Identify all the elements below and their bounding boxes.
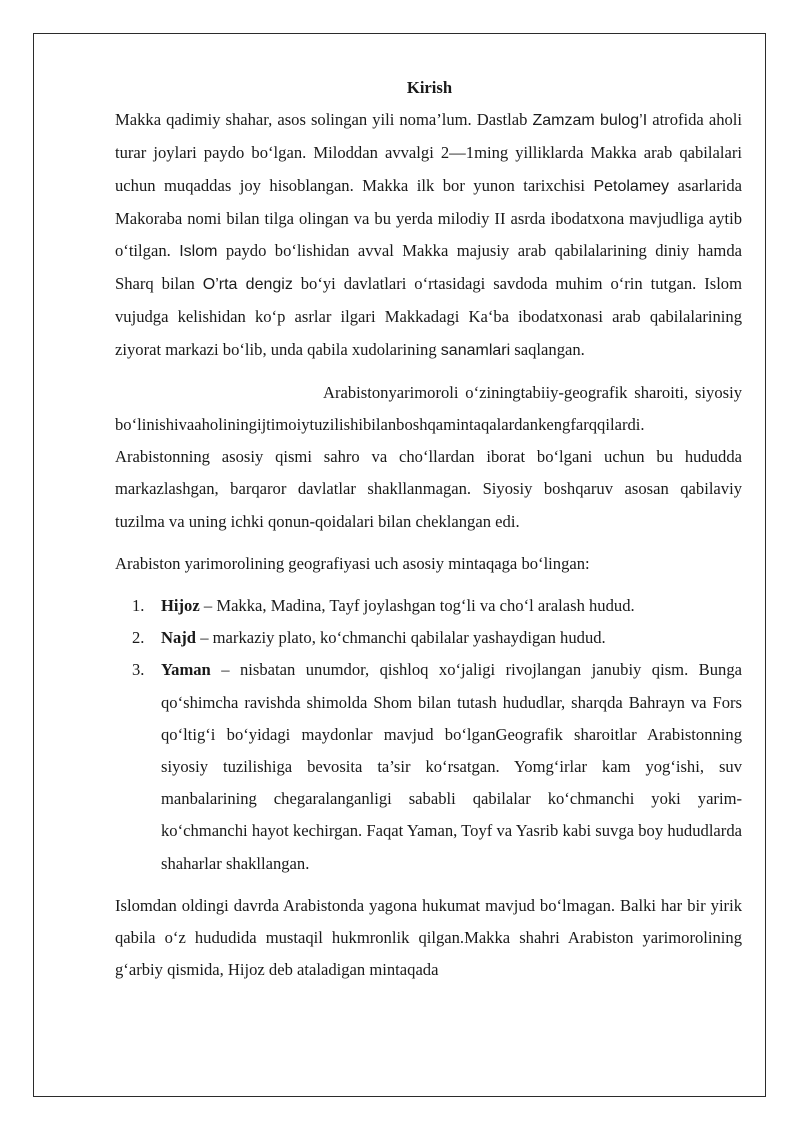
link-orta-dengiz[interactable]: O’rta dengiz [202, 276, 293, 294]
text: Makka qadimiy shahar, asos solingan yili noma’lum. Dastlab [115, 110, 533, 130]
paragraph-intro [115, 104, 742, 367]
list-number: 3. [132, 660, 145, 680]
text: Arabistonyarimoroli o‘ziningtabiiy-geografik sharoiti, siyosiybo‘linishivaaholiningijtimoiytuzilishibilanboshqamintaqalardankengfarqqila [115, 382, 742, 435]
link-sanamlari[interactable]: sanamlari [440, 341, 511, 359]
paragraph-geography [115, 377, 742, 538]
list-number: 2. [132, 628, 145, 648]
list-item [132, 590, 742, 622]
paragraph-regions-intro: Arabiston yarimorolining geografiyasi uch asosiy mintaqaga bo‘lingan: [115, 553, 590, 573]
document-body [115, 72, 742, 986]
text: paydo bo‘lishidan avval Makka majusiy arab qabilalarining diniy hamda Sharq bilan [115, 241, 742, 294]
region-name: Hijoz [161, 596, 200, 616]
text: asarlarida Makoraba nomi bilan tilga olingan va bu yerda milodiy II asrda ibodatxona mavjudliga aytib o‘tilgan. [115, 175, 742, 261]
region-name: Yaman [161, 660, 211, 680]
paragraph-pre-islam: Islomdan oldingi davrda Arabistonda yagona hukumat mavjud bo‘lmagan. Balki har bir yirik qabila o‘z hududida mustaqil hukmronlik qilgan.Makka shahri Arabiston yarimorolining g‘arbiy qismida, Hijoz deb ataladigan mintaqada [115, 895, 742, 980]
text: bo‘yi davlatlari o‘rtasidagi savdoda muhim o‘rin tutgan. Islom vujudga kelishidan ko‘p asrlar ilgari Makkadagi Ka‘ba ibodatxonasi arab qabilalarining ziyorat markazi bo‘lib, unda qabila xudolarining [115, 274, 743, 359]
text: saqlangan. [510, 339, 585, 359]
list-item [132, 654, 742, 879]
text: rdi. Arabistonning asosiy qismi sahro va cho‘llardan iborat bo‘lgani uchun bu hududda markazlashgan, barqaror davlatlar shakllanmagan. Siyosiy boshqaruv asosan qabilaviy tuzilma va uning ichki qonun-qoidalari bilan cheklangan edi. [115, 415, 742, 531]
region-name: Najd [161, 628, 197, 648]
link-zamzam[interactable]: Zamzam bulog’I [532, 112, 648, 130]
region-description: – markaziy plato, ko‘chmanchi qabilalar yashaydigan hudud. [196, 628, 606, 648]
link-petolamey[interactable]: Petolamey [593, 177, 670, 195]
list-number: 1. [132, 596, 145, 616]
page-title: Kirish [406, 78, 453, 97]
region-description: – Makka, Madina, Tayf joylashgan tog‘li va cho‘l aralash hudud. [199, 596, 635, 616]
region-description: – nisbatan unumdor, qishloq xo‘jaligi rivojlangan janubiy qism. Bunga qo‘shimcha ravishda shimolda Shom bilan tutash hududlar, sharqda Bahrayn va Fors qo‘ltig‘i bo‘yidagi maydonlar mavjud bo‘lganGeografik sharoitlar Arabistonning siyosiy tuzilishiga bevosita ta’sir ko‘rsatgan. Yomg‘irlar kam yog‘ishi, suv manbalarining chegaralanganligi sababli qabilalar ko‘chmanchi yoki yarim-ko‘chmanchi hayot kechirgan. Faqat Yaman, Toyf va Yasrib kabi suvga boy hududlarda shaharlar shakllangan. [161, 660, 742, 873]
list-item [132, 622, 742, 654]
text: atrofida aholi turar joylari paydo bo‘lgan. Miloddan avvalgi 2—1ming yilliklarda Makka arab qabilalari uchun muqaddas joy hisoblangan. Makka ilk bor yunon tarixchisi [115, 110, 743, 195]
regions-list [115, 590, 742, 880]
link-islom[interactable]: Islom [179, 243, 218, 261]
